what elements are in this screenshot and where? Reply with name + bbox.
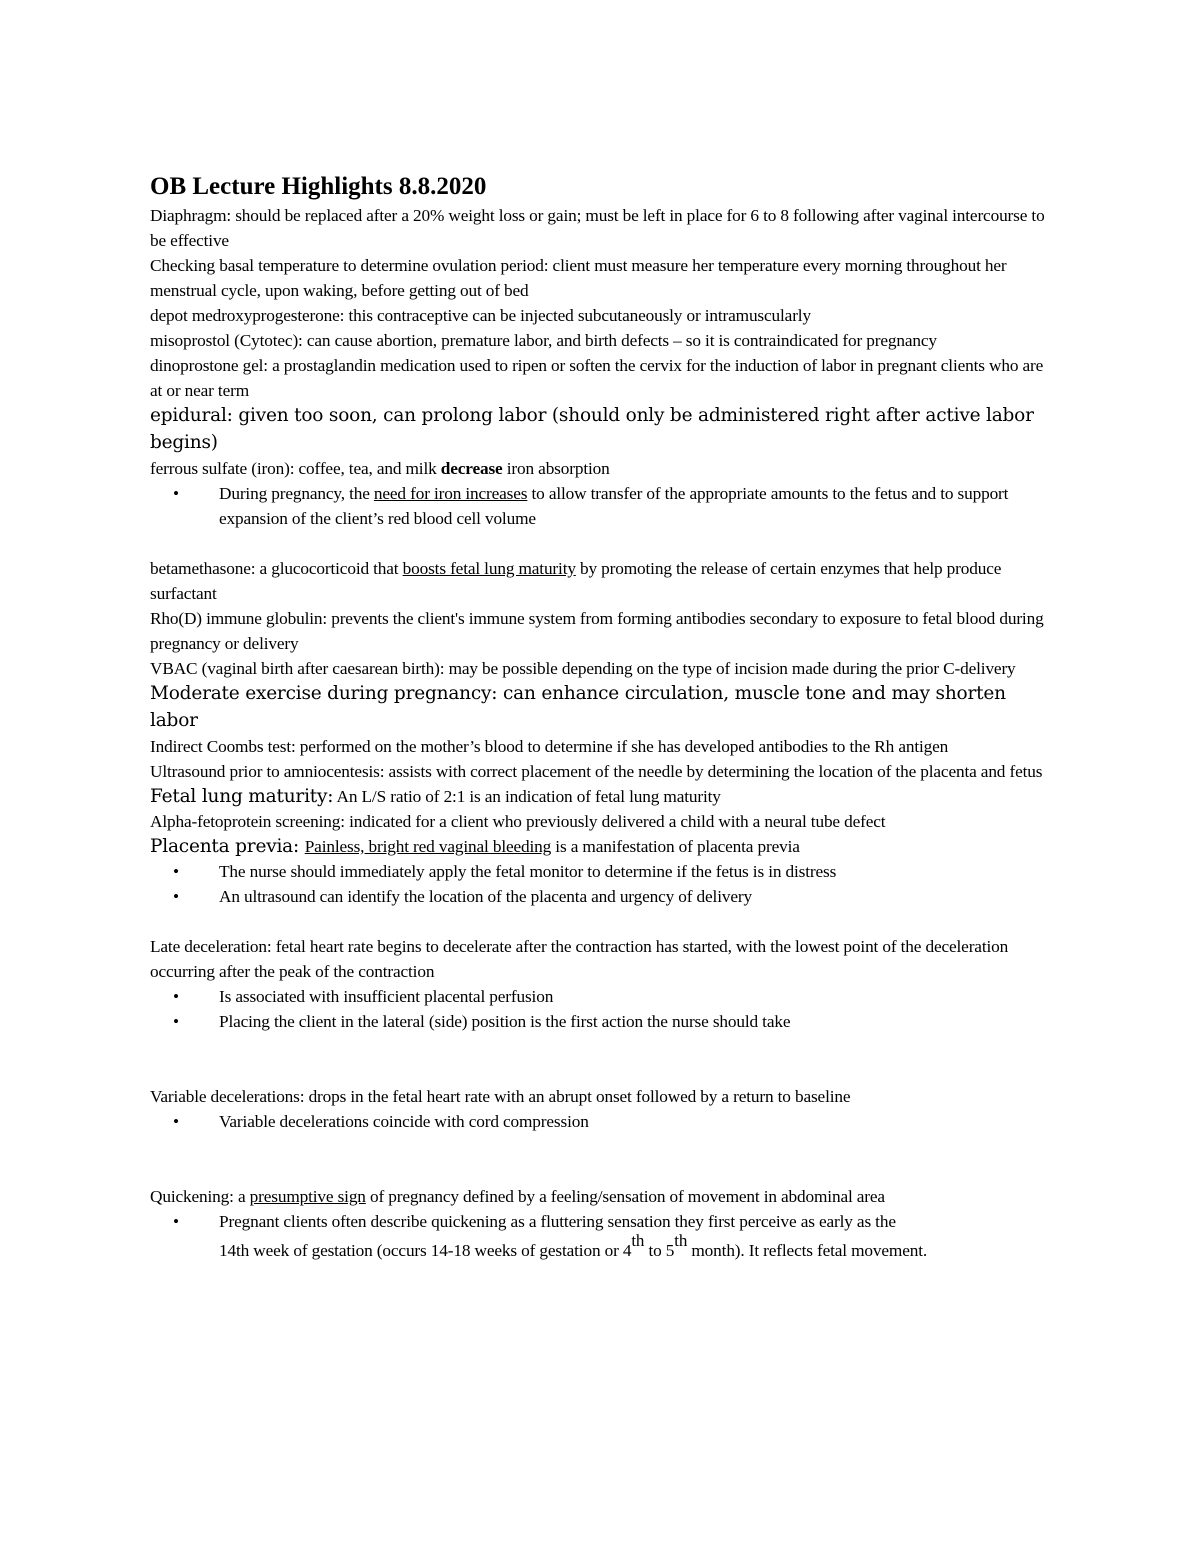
list-item xyxy=(150,984,1050,1009)
blank-line xyxy=(150,909,1050,934)
note-variable-decelerations: Variable decelerations: drops in the fetal heart rate with an abrupt onset followed by a return to baseline xyxy=(150,1087,851,1106)
blank-line xyxy=(150,1034,1050,1084)
blank-line xyxy=(150,531,1050,556)
ferrous-text-after: iron absorption xyxy=(502,459,610,478)
iron-text-after: to allow transfer of the appropriate amounts to the fetus and to support expansion of the client’s red blood cell volume xyxy=(219,484,1009,528)
list-item-quickening xyxy=(150,1209,1050,1268)
note-diaphragm: Diaphragm: should be replaced after a 20% weight loss or gain; must be left in place for 6 to 8 following after vaginal intercourse to be effective xyxy=(150,206,1045,250)
list-item-text: Placing the client in the lateral (side) position is the first action the nurse should take xyxy=(219,1012,791,1031)
note-ferrous-sulfate xyxy=(150,456,1050,481)
note-moderate-exercise: Moderate exercise during pregnancy: can enhance circulation, muscle tone and may shorten labor xyxy=(150,683,1006,731)
list-item xyxy=(150,1009,1050,1034)
note-late-deceleration: Late deceleration: fetal heart rate begins to decelerate after the contraction has started, with the lowest point of the deceleration occurring after the peak of the contraction xyxy=(150,937,1009,981)
bullet-icon: • xyxy=(173,862,179,881)
list-item-iron-need xyxy=(150,481,1050,531)
note-alpha-fetoprotein: Alpha-fetoprotein screening: indicated for a client who previously delivered a child with a neural tube defect xyxy=(150,812,886,831)
quick-line-2 xyxy=(219,1231,1050,1268)
lung-label: Fetal lung maturity: xyxy=(150,786,334,807)
iron-underline: need for iron increases xyxy=(373,484,528,503)
note-indirect-coombs: Indirect Coombs test: performed on the mother’s blood to determine if she has developed antibodies to the Rh antigen xyxy=(150,737,949,756)
document-title: OB Lecture Highlights 8.8.2020 xyxy=(150,173,487,200)
bullet-icon: • xyxy=(173,987,179,1006)
ferrous-text-before: ferrous sulfate (iron): coffee, tea, and milk xyxy=(150,459,441,478)
quick-part-1: 14th week of gestation (occurs 14-18 weeks of gestation or 4 xyxy=(219,1241,632,1260)
superscript-th: th xyxy=(631,1231,645,1250)
note-quickening xyxy=(150,1184,1050,1209)
quick-part-3: month). It reflects fetal movement. xyxy=(687,1241,928,1260)
note-misoprostol: misoprostol (Cytotec): can cause abortion, premature labor, and birth defects – so it is contraindicated for pregnancy xyxy=(150,331,937,350)
note-depot-medroxyprogesterone: depot medroxyprogesterone: this contraceptive can be injected subcutaneously or intramuscularly xyxy=(150,306,811,325)
quick-line-1: Pregnant clients often describe quickening as a fluttering sensation they first perceive as early as the xyxy=(219,1212,896,1231)
iron-text-before: During pregnancy, the xyxy=(219,484,374,503)
quick-text-after: of pregnancy defined by a feeling/sensation of movement in abdominal area xyxy=(365,1187,885,1206)
list-item-text: The nurse should immediately apply the fetal monitor to determine if the fetus is in distress xyxy=(219,862,837,881)
bullet-icon: • xyxy=(173,484,179,503)
note-ultrasound-amniocentesis: Ultrasound prior to amniocentesis: assists with correct placement of the needle by determining the location of the placenta and fetus xyxy=(150,762,1043,781)
quick-text-before: Quickening: a xyxy=(150,1187,250,1206)
beta-underline: boosts fetal lung maturity xyxy=(402,559,576,578)
ferrous-bold-word: decrease xyxy=(440,459,503,478)
list-item-text: Variable decelerations coincide with cord compression xyxy=(219,1112,589,1131)
bullet-icon: • xyxy=(173,1112,179,1131)
quick-part-2: to 5 xyxy=(644,1241,675,1260)
note-epidural: epidural: given too soon, can prolong labor (should only be administered right after active labor begins) xyxy=(150,405,1034,453)
list-item-text: Is associated with insufficient placental perfusion xyxy=(219,987,554,1006)
list-item xyxy=(150,1109,1050,1134)
blank-line xyxy=(150,1134,1050,1184)
previa-text-after: is a manifestation of placenta previa xyxy=(551,837,800,856)
previa-label: Placenta previa: xyxy=(150,836,305,857)
beta-text-after: by promoting the release of certain enzymes that help produce surfactant xyxy=(150,559,1002,603)
list-item xyxy=(150,859,1050,884)
document-page xyxy=(150,172,1050,1268)
note-fetal-lung-maturity xyxy=(150,784,1050,809)
note-basal-temperature: Checking basal temperature to determine ovulation period: client must measure her temperature every morning throughout her menstrual cycle, upon waking, before getting out of bed xyxy=(150,256,1007,300)
previa-underline: Painless, bright red vaginal bleeding xyxy=(304,837,552,856)
lung-text: An L/S ratio of 2:1 is an indication of fetal lung maturity xyxy=(333,787,721,806)
bullet-icon: • xyxy=(173,887,179,906)
note-dinoprostone: dinoprostone gel: a prostaglandin medication used to ripen or soften the cervix for the induction of labor in pregnant clients who are at or near term xyxy=(150,356,1044,400)
superscript-th: th xyxy=(674,1231,688,1250)
list-item xyxy=(150,884,1050,909)
note-placenta-previa xyxy=(150,834,1050,859)
note-rhod-immune-globulin: Rho(D) immune globulin: prevents the client's immune system from forming antibodies secondary to exposure to fetal blood during pregnancy or delivery xyxy=(150,609,1044,653)
quick-underline: presumptive sign xyxy=(249,1187,366,1206)
beta-text-before: betamethasone: a glucocorticoid that xyxy=(150,559,403,578)
note-vbac: VBAC (vaginal birth after caesarean birth): may be possible depending on the type of incision made during the prior C-delivery xyxy=(150,659,1016,678)
note-betamethasone xyxy=(150,556,1050,606)
list-item-text: An ultrasound can identify the location of the placenta and urgency of delivery xyxy=(219,887,752,906)
bullet-icon: • xyxy=(173,1212,179,1231)
bullet-icon: • xyxy=(173,1012,179,1031)
